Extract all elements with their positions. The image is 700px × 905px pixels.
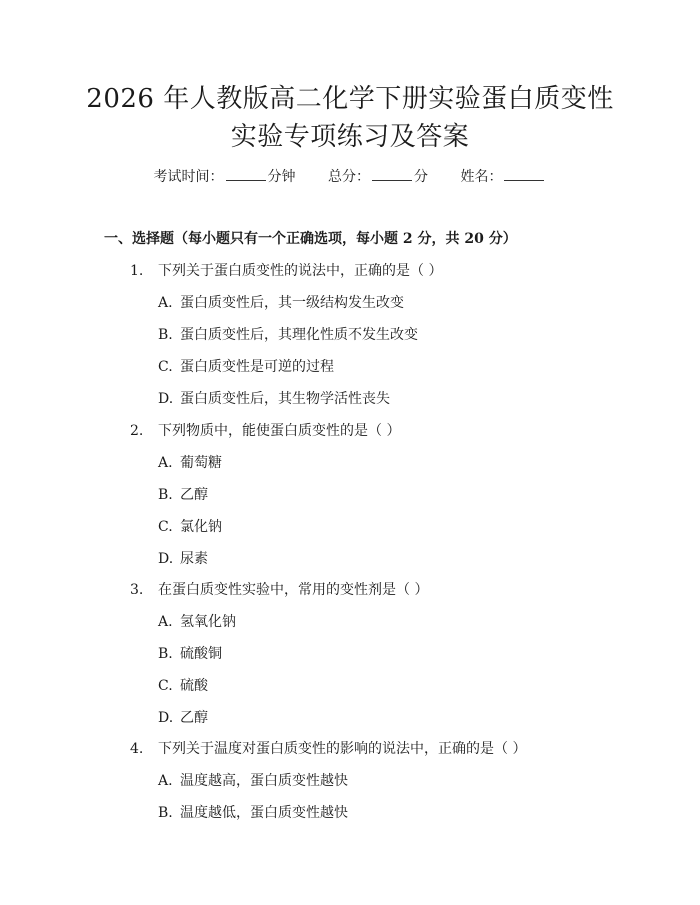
question-number: 2.	[130, 423, 144, 439]
option-item	[158, 452, 222, 474]
option-letter: B.	[158, 487, 173, 503]
option-item	[158, 548, 208, 570]
question-number: 1.	[130, 263, 144, 279]
option-letter: C.	[158, 519, 173, 535]
total-score-blank	[372, 168, 412, 181]
exam-info-line	[0, 166, 700, 188]
option-letter: D.	[158, 551, 174, 567]
exam-time-unit: 分钟	[267, 169, 296, 185]
option-letter: C.	[158, 359, 173, 375]
question-number: 3.	[130, 582, 144, 598]
option-item	[158, 675, 208, 697]
total-score-unit: 分	[414, 169, 428, 185]
option-item	[158, 356, 334, 378]
option-letter: C.	[158, 678, 173, 694]
option-text: 温度越低，蛋白质变性越快	[180, 805, 348, 821]
option-letter: A.	[158, 773, 173, 789]
option-letter: A.	[158, 455, 173, 471]
option-text: 蛋白质变性是可逆的过程	[180, 359, 334, 375]
option-text: 氢氧化钠	[180, 614, 236, 630]
question-text: 在蛋白质变性实验中，常用的变性剂是（ ）	[158, 582, 429, 598]
page-title-line-1: 2026 年人教版高二化学下册实验蛋白质变性	[86, 84, 614, 114]
exam-time-label: 考试时间：	[153, 169, 224, 185]
student-name-field	[460, 166, 546, 188]
option-text: 硫酸	[180, 678, 208, 694]
question-3	[130, 579, 428, 601]
option-letter: B.	[158, 327, 173, 343]
option-letter: A.	[158, 295, 173, 311]
question-text: 下列关于温度对蛋白质变性的影响的说法中，正确的是（ ）	[158, 741, 527, 757]
option-item	[158, 388, 390, 410]
question-1	[130, 260, 442, 282]
option-text: 温度越高，蛋白质变性越快	[180, 773, 348, 789]
page-title-line-2: 实验专项练习及答案	[230, 122, 470, 152]
option-item	[158, 770, 348, 792]
total-score-field	[328, 166, 428, 188]
option-item	[158, 324, 418, 346]
exam-time-blank	[226, 168, 266, 181]
option-text: 乙醇	[180, 487, 208, 503]
option-letter: B.	[158, 805, 173, 821]
question-4	[130, 738, 526, 760]
option-text: 尿素	[180, 551, 208, 567]
question-text: 下列物质中，能使蛋白质变性的是（ ）	[158, 423, 401, 439]
option-item	[158, 643, 222, 665]
option-item	[158, 802, 348, 824]
option-text: 蛋白质变性后，其理化性质不发生改变	[180, 327, 418, 343]
question-2	[130, 420, 400, 442]
student-name-label: 姓名：	[460, 169, 503, 185]
option-letter: B.	[158, 646, 173, 662]
option-text: 葡萄糖	[180, 455, 222, 471]
option-text: 蛋白质变性后，其生物学活性丧失	[180, 391, 390, 407]
option-letter: D.	[158, 391, 174, 407]
option-text: 蛋白质变性后，其一级结构发生改变	[180, 295, 404, 311]
option-item	[158, 611, 236, 633]
section-heading-choice: 一、选择题（每小题只有一个正确选项，每小题 2 分，共 20 分）	[104, 231, 517, 247]
option-item	[158, 484, 208, 506]
question-number: 4.	[130, 741, 144, 757]
option-text: 氯化钠	[180, 519, 222, 535]
option-text: 乙醇	[180, 710, 208, 726]
total-score-label: 总分：	[328, 169, 370, 185]
student-name-blank	[504, 168, 544, 181]
option-letter: D.	[158, 710, 174, 726]
question-text: 下列关于蛋白质变性的说法中，正确的是（ ）	[158, 263, 443, 279]
exam-time-field	[154, 166, 296, 188]
option-item	[158, 292, 404, 314]
option-item	[158, 707, 208, 729]
option-letter: A.	[158, 614, 173, 630]
option-item	[158, 516, 222, 538]
option-text: 硫酸铜	[180, 646, 222, 662]
